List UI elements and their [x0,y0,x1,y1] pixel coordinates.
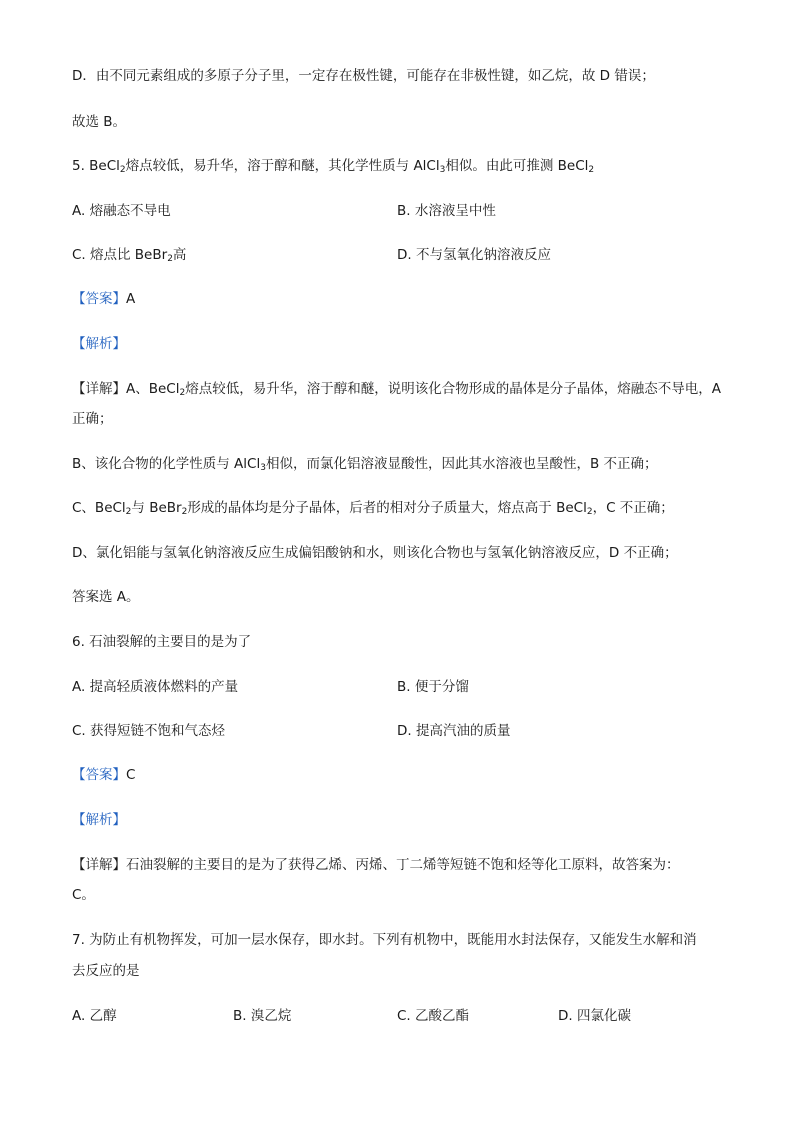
q6-option-d: D. 提高汽油的质量 [397,723,511,739]
q6-stem: 6. 石油裂解的主要目的是为了 [72,634,252,650]
q6-detail-cont: C。 [72,887,95,903]
q7-stem-line2: 去反应的是 [72,963,140,979]
q7-option-b: B. 溴乙烷 [233,1008,292,1024]
prev-conclusion: 故选 B。 [72,114,127,130]
answer-tag: 【答案】 [72,291,126,307]
q5-analysis-tag: 【解析】 [72,336,126,352]
q7-option-c: C. 乙酸乙酯 [397,1008,470,1024]
q5-option-c: C. 熔点比 BeBr$_2$高 [72,247,187,264]
prev-option-d-explanation: D．由不同元素组成的多原子分子里，一定存在极性键，可能存在非极性键，如乙烷，故 D 错误； [72,68,655,84]
q5-detail-b: B、该化合物的化学性质与 AlCl$_3$相似，而氯化铝溶液显酸性，因此其水溶液也呈酸性，B 不正确； [72,456,658,473]
q5-detail-c: C、BeCl$_2$与 BeBr$_2$形成的晶体均是分子晶体，后者的相对分子质量大，熔点高于 BeCl$_2$，C 不正确； [72,500,674,517]
q6-detail: 【详解】石油裂解的主要目的是为了获得乙烯、丙烯、丁二烯等短链不饱和烃等化工原料，故答案为： [72,857,680,873]
q5-option-d: D. 不与氢氧化钠溶液反应 [397,247,551,263]
q6-answer: 【答案】C [72,767,136,783]
q7-option-a: A. 乙醇 [72,1008,117,1024]
q7-option-d: D. 四氯化碳 [558,1008,631,1024]
q5-detail-a: 【详解】A、BeCl$_2$熔点较低，易升华，溶于醇和醚，说明该化合物形成的晶体是分子晶体，熔融态不导电，A [72,381,721,398]
q5-conclusion: 答案选 A。 [72,589,140,605]
q6-analysis-tag: 【解析】 [72,812,126,828]
q6-option-a: A. 提高轻质液体燃料的产量 [72,679,239,695]
q7-stem-line1: 7. 为防止有机物挥发，可加一层水保存，即水封。下列有机物中，既能用水封法保存，又能发生水解和消 [72,932,697,948]
detail-tag: 【详解】 [72,381,126,397]
q5-detail-d: D、氯化铝能与氢氧化钠溶液反应生成偏铝酸钠和水，则该化合物也与氢氧化钠溶液反应，D 不正确； [72,545,678,561]
q6-option-b: B. 便于分馏 [397,679,469,695]
q5-detail-a-cont: 正确； [72,411,113,427]
q5-option-a: A. 熔融态不导电 [72,203,171,219]
q5-stem: 5. BeCl$_2$熔点较低，易升华，溶于醇和醚，其化学性质与 AlCl$_3$相似。由此可推测 BeCl$_2$ [72,158,595,175]
q5-answer: 【答案】A [72,291,136,307]
q6-option-c: C. 获得短链不饱和气态烃 [72,723,226,739]
q5-option-b: B. 水溶液呈中性 [397,203,496,219]
